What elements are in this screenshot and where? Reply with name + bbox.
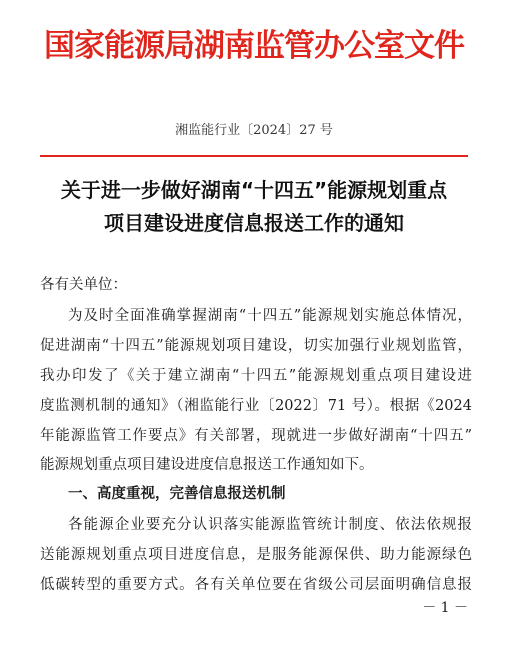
paragraph-line: 我办印发了《关于建立湖南“十四五”能源规划重点项目建设进 — [40, 368, 472, 384]
paragraph-line: 各能源企业要充分认识落实能源监管统计制度、依法依规报 — [68, 517, 472, 533]
paragraph-line: 促进湖南“十四五”能源规划项目建设，切实加强行业规划监管， — [40, 338, 472, 354]
paragraph-line: 为及时全面准确掌握湖南“十四五”能源规划实施总体情况， — [68, 308, 472, 324]
paragraph-line: 度监测机制的通知》（湘监能行业〔2022〕71 号）。根据《2024 — [40, 398, 472, 414]
red-divider-line — [40, 155, 468, 157]
paragraph-line: 年能源监管工作要点》有关部署，现就进一步做好湖南“十四五” — [40, 428, 472, 444]
salutation: 各有关单位： — [40, 277, 127, 293]
page-number: － 1 － — [422, 600, 468, 616]
paragraph-line: 低碳转型的重要方式。各有关单位要在省级公司层面明确信息报 — [40, 577, 472, 593]
paragraph-line: 能源规划重点项目建设进度信息报送工作通知如下。 — [40, 457, 374, 473]
section-heading: 一、高度重视，完善信息报送机制 — [68, 486, 286, 502]
document-title-line-1: 关于进一步做好湖南“十四五”能源规划重点 — [60, 178, 448, 202]
paragraph-line: 送能源规划重点项目进度信息，是服务能源保供、助力能源绿色 — [40, 547, 472, 563]
issuer-header: 国家能源局湖南监管办公室文件 — [44, 28, 464, 64]
document-title-line-2: 项目建设进度信息报送工作的通知 — [104, 211, 404, 235]
document-number: 湘监能行业〔2024〕27 号 — [175, 123, 333, 138]
